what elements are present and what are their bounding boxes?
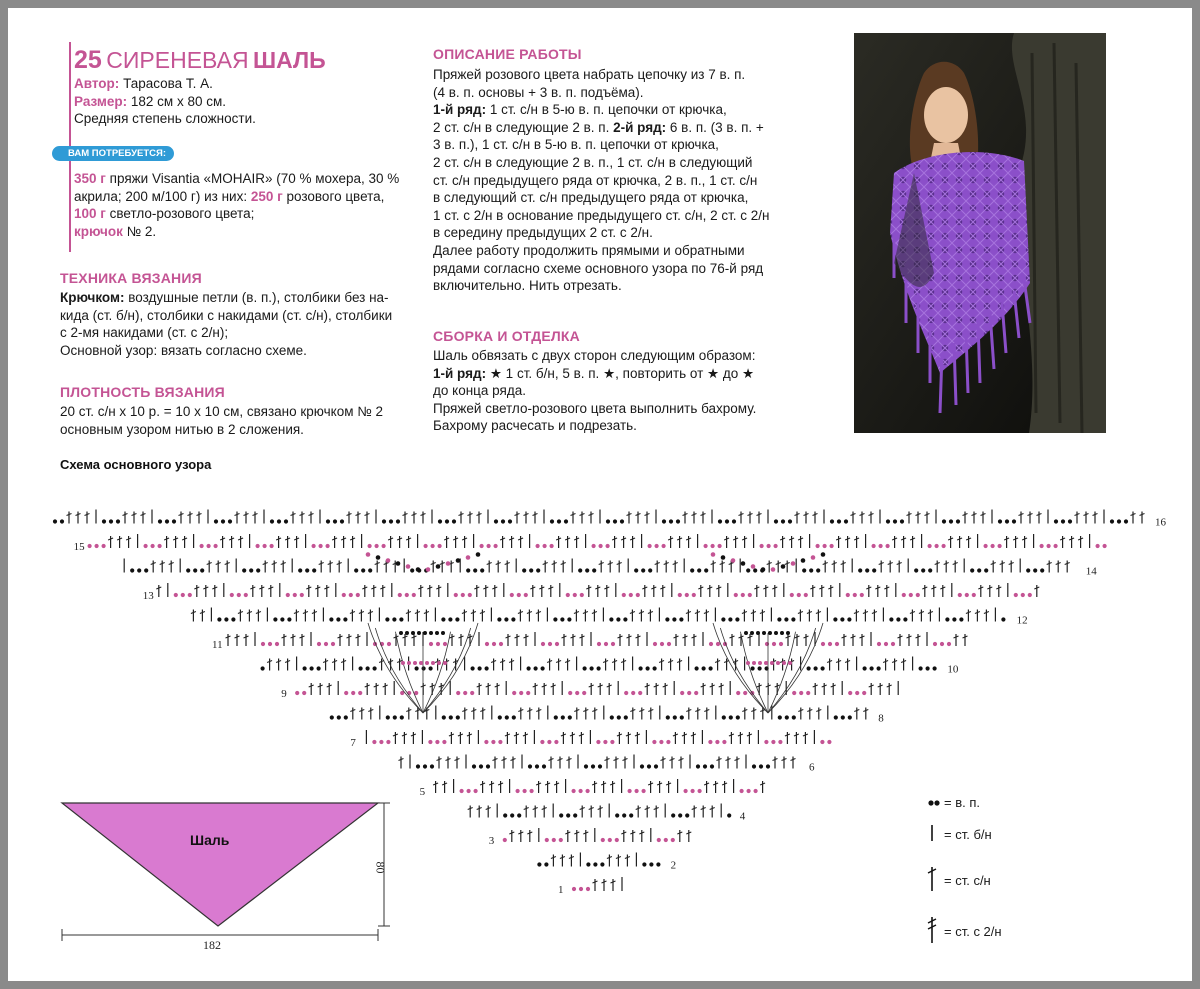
size-label: Размер: <box>74 93 128 109</box>
assembly-row1-label: 1-й ряд: <box>433 365 487 381</box>
density-line-2: основным узором нитью в 2 сложения. <box>60 421 304 437</box>
hook-size: № 2. <box>122 223 157 239</box>
assembly-line-4: Пряжей светло-розового цвета выполнить бахрому. <box>433 400 757 416</box>
assembly-line-2: ★ 1 ст. б/н, 5 в. п. ★, повторить от ★ до ★ <box>486 365 755 381</box>
assembly-line-5: Бахрому расчесать и подрезать. <box>433 418 637 434</box>
assembly-heading: СБОРКА И ОТДЕЛКА <box>433 328 580 344</box>
size-value: 182 см х 80 см. <box>130 93 226 109</box>
yarn-light-label: светло-розового цвета; <box>105 206 255 222</box>
description-body <box>433 66 783 295</box>
desc-line-4c: 6 в. п. (3 в. п. + <box>666 119 764 135</box>
desc-line-4a: 2 ст. с/н в следующие 2 в. п. <box>433 119 614 135</box>
desc-line-13: включительно. Нить отрезать. <box>433 278 622 294</box>
desc-line-6: 2 ст. с/н в следующие 2 в. п., 1 ст. с/н в следующий <box>433 154 753 170</box>
desc-line-3: 1 ст. с/н в 5-ю в. п. цепочки от крючка, <box>486 102 727 118</box>
row-number: 11 <box>212 639 223 651</box>
desc-row1-label: 1-й ряд: <box>433 102 487 118</box>
row-number: 12 <box>1016 614 1028 627</box>
technique-line-4: Основной узор: вязать согласно схеме. <box>60 342 307 358</box>
desc-row2-label: 2-й ряд: <box>613 119 667 135</box>
density-body <box>60 403 420 438</box>
row-number: 15 <box>73 541 85 553</box>
technique-line-2: кида (ст. б/н), столбики с накидами (ст. с/н), столбики <box>60 307 393 323</box>
assembly-line-3: до конца ряда. <box>433 383 526 399</box>
legend <box>926 795 1126 965</box>
row-number: 10 <box>947 663 959 676</box>
legend-tr: = ст. с 2/н <box>944 924 1002 939</box>
assembly-body <box>433 347 793 435</box>
page <box>8 8 1192 981</box>
shawl-label: Шаль <box>190 832 230 848</box>
technique-hook-label: Крючком: <box>60 290 125 305</box>
row-number: 3 <box>488 835 495 847</box>
description-heading: ОПИСАНИЕ РАБОТЫ <box>433 46 582 62</box>
row-number: 13 <box>142 590 154 602</box>
yarn-total: 350 г <box>74 171 106 186</box>
yarn-pink-amount: 250 г <box>250 188 283 204</box>
author-label: Автор: <box>74 76 120 91</box>
technique-heading: ТЕХНИКА ВЯЗАНИЯ <box>60 270 202 286</box>
shawl-diagram <box>48 793 408 958</box>
row-number: 6 <box>809 761 815 774</box>
density-line-1: 20 ст. с/н х 10 р. = 10 х 10 см, связано крючком № 2 <box>60 404 383 419</box>
face <box>924 87 968 143</box>
row-number: 4 <box>739 810 746 823</box>
technique-line-1: воздушные петли (в. п.), столбики без на- <box>124 290 389 305</box>
legend-ch-symbol <box>928 800 933 805</box>
desc-line-1: Пряжей розового цвета набрать цепочку из 7 в. п. <box>433 67 746 82</box>
desc-line-9: 1 ст. с 2/н в основание предыдущего ст. с/н, 2 ст. с 2/н <box>433 207 770 223</box>
desc-line-7: ст. с/н предыдущего ряда от крючка, 2 в. п., 1 ст. с/н <box>433 172 758 188</box>
legend-sc: = ст. б/н <box>944 827 992 842</box>
scheme-title: Схема основного узора <box>60 457 212 472</box>
meta-block <box>74 75 414 128</box>
technique-line-3: с 2-мя накидами (ст. с 2/н); <box>60 325 229 341</box>
density-heading: ПЛОТНОСТЬ ВЯЗАНИЯ <box>60 384 225 400</box>
title-number: 25 <box>74 46 102 74</box>
materials-block <box>74 170 419 240</box>
desc-line-12: рядами согласно схеме основного узора по 76-й ряд <box>433 260 764 276</box>
yarn-desc: пряжи Visantia «MOHAIR» (70 % мохера, 30 % <box>105 171 400 186</box>
model-photo <box>854 33 1106 433</box>
needs-badge-wrap <box>52 143 174 161</box>
yarn-light-amount: 100 г <box>74 206 106 222</box>
yarn-desc-2: акрила; 200 м/100 г) из них: <box>74 188 251 204</box>
needs-badge: ВАМ ПОТРЕБУЕТСЯ: <box>52 146 174 161</box>
yarn-pink-label: розового цвета, <box>282 188 385 204</box>
legend-ch: = в. п. <box>944 795 980 810</box>
row-number: 1 <box>558 884 564 896</box>
shawl-width-label: 182 <box>203 938 221 952</box>
row-number: 8 <box>878 712 884 725</box>
author-value: Тарасова Т. А. <box>123 76 213 91</box>
assembly-line-1: Шаль обвязать с двух сторон следующим образом: <box>433 348 756 363</box>
technique-body <box>60 289 420 359</box>
shawl-shape <box>62 803 378 926</box>
shawl-height-label: 80 <box>373 861 388 874</box>
legend-dc: = ст. с/н <box>944 873 991 888</box>
desc-line-5: 3 в. п.), 1 ст. с/н в 5-ю в. п. цепочки от крючка, <box>433 137 719 153</box>
row-number: 16 <box>1155 516 1166 529</box>
desc-line-10: в середину предыдущих 2 ст. с 2/н. <box>433 225 653 241</box>
row-number: 2 <box>670 859 677 872</box>
row-number: 5 <box>419 786 426 798</box>
difficulty: Средняя степень сложности. <box>74 111 256 127</box>
desc-line-2: (4 в. п. основы + 3 в. п. подъёма). <box>433 84 644 100</box>
row-number: 7 <box>350 737 356 749</box>
title-main: СИРЕНЕВАЯ <box>106 47 249 73</box>
desc-line-8: в следующий ст. с/н предыдущего ряда от крючка, <box>433 190 749 206</box>
title-word: ШАЛЬ <box>253 47 326 73</box>
page-title <box>74 46 326 75</box>
hook-label: крючок <box>74 223 123 239</box>
row-number: 14 <box>1085 565 1097 578</box>
desc-line-11: Далее работу продолжить прямыми и обратными <box>433 242 745 258</box>
photo-illustration <box>854 33 1106 433</box>
row-number: 9 <box>281 688 287 700</box>
